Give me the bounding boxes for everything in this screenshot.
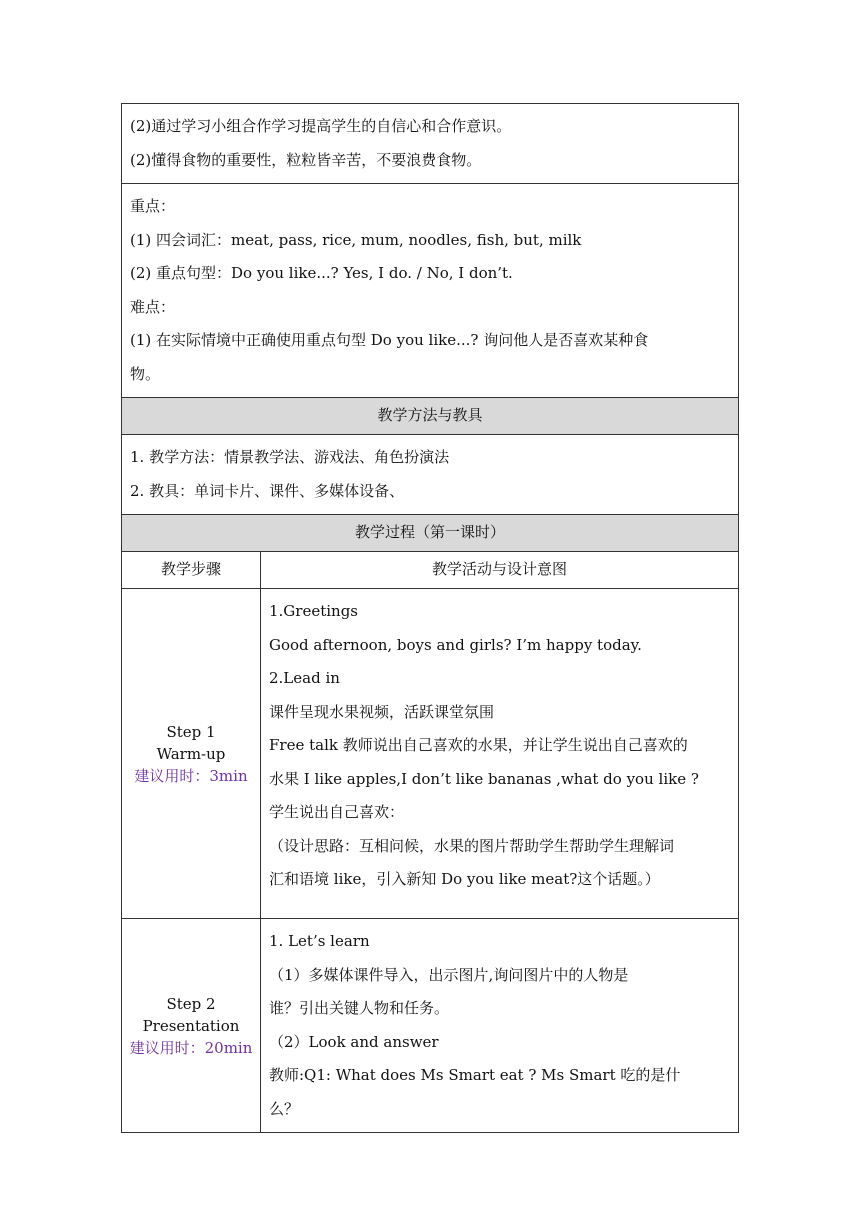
activity-cell bbox=[261, 919, 739, 1133]
step-name: Step 1 bbox=[166, 722, 216, 741]
activity-line: Good afternoon, boys and girls? I’m happy today. bbox=[269, 635, 642, 654]
col-activity-header: 教学活动与设计意图 bbox=[261, 552, 739, 589]
activity-line: 课件呈现水果视频，活跃课堂氛围 bbox=[269, 702, 495, 721]
activity-line: 2.Lead in bbox=[269, 669, 340, 687]
key-points-line: (2) 重点句型：Do you like...? Yes, I do. / No, I don’t. bbox=[130, 264, 513, 282]
activity-line: （1）多媒体课件导入，出示图片,询问图片中的人物是 bbox=[269, 965, 629, 984]
activity-line: 1. Let’s learn bbox=[269, 932, 370, 950]
difficulty-line: 物。 bbox=[130, 364, 161, 383]
step-row bbox=[122, 919, 739, 1133]
difficulty-label: 难点： bbox=[130, 297, 176, 316]
methods-row bbox=[122, 435, 739, 515]
activity-line: 谁？引出关键人物和任务。 bbox=[269, 999, 450, 1017]
activity-line: 学生说出自己喜欢： bbox=[269, 803, 405, 821]
step-sub: Warm-up bbox=[156, 744, 226, 763]
key-points-line: (1) 四会词汇：meat, pass, rice, mum, noodles, fish, but, milk bbox=[130, 230, 582, 249]
methods-heading-row bbox=[122, 398, 739, 435]
step-time: 建议用时：20min bbox=[129, 1038, 253, 1057]
key-points-row bbox=[122, 184, 739, 398]
goals-cell bbox=[122, 104, 739, 184]
difficulty-line: (1) 在实际情境中正确使用重点句型 Do you like...? 询问他人是否喜欢某种食 bbox=[130, 331, 649, 349]
step-cell bbox=[122, 589, 261, 919]
activity-line: 教师:Q1: What does Ms Smart eat ? Ms Smart 吃的是什 bbox=[269, 1066, 681, 1084]
activity-line: 么？ bbox=[269, 1099, 300, 1118]
step-sub: Presentation bbox=[142, 1016, 240, 1035]
activity-cell bbox=[261, 589, 739, 919]
methods-line: 1. 教学方法：情景教学法、游戏法、角色扮演法 bbox=[130, 448, 450, 466]
lesson-plan-table bbox=[121, 103, 739, 1133]
methods-heading: 教学方法与教具 bbox=[122, 398, 739, 435]
activity-line: Free talk 教师说出自己喜欢的水果，并让学生说出自己喜欢的 bbox=[269, 736, 688, 754]
process-heading-row bbox=[122, 515, 739, 552]
col-step-header: 教学步骤 bbox=[122, 552, 261, 589]
column-header-row bbox=[122, 552, 739, 589]
process-heading: 教学过程（第一课时） bbox=[122, 515, 739, 552]
key-points-label: 重点： bbox=[130, 197, 176, 215]
activity-line: 水果 I like apples,I don’t like bananas ,what do you like ? bbox=[269, 769, 699, 788]
activity-line: 1.Greetings bbox=[269, 602, 359, 620]
activity-line: 汇和语境 like，引入新知 Do you like meat?这个话题。） bbox=[269, 870, 660, 888]
activity-line: （设计思路：互相问候，水果的图片帮助学生帮助学生理解词 bbox=[269, 836, 675, 855]
lesson-plan-page bbox=[121, 103, 738, 1133]
goals-line: (2)懂得食物的重要性，粒粒皆辛苦，不要浪费食物。 bbox=[130, 150, 482, 169]
step-time: 建议用时：3min bbox=[134, 766, 248, 785]
methods-cell bbox=[122, 435, 739, 515]
step-row bbox=[122, 589, 739, 919]
methods-line: 2. 教具：单词卡片、课件、多媒体设备、 bbox=[130, 481, 405, 500]
activity-line: （2）Look and answer bbox=[269, 1032, 439, 1051]
goals-row bbox=[122, 104, 739, 184]
key-points-cell bbox=[122, 184, 739, 398]
goals-line: (2)通过学习小组合作学习提高学生的自信心和合作意识。 bbox=[130, 117, 512, 135]
step-cell bbox=[122, 919, 261, 1133]
step-name: Step 2 bbox=[166, 994, 216, 1013]
